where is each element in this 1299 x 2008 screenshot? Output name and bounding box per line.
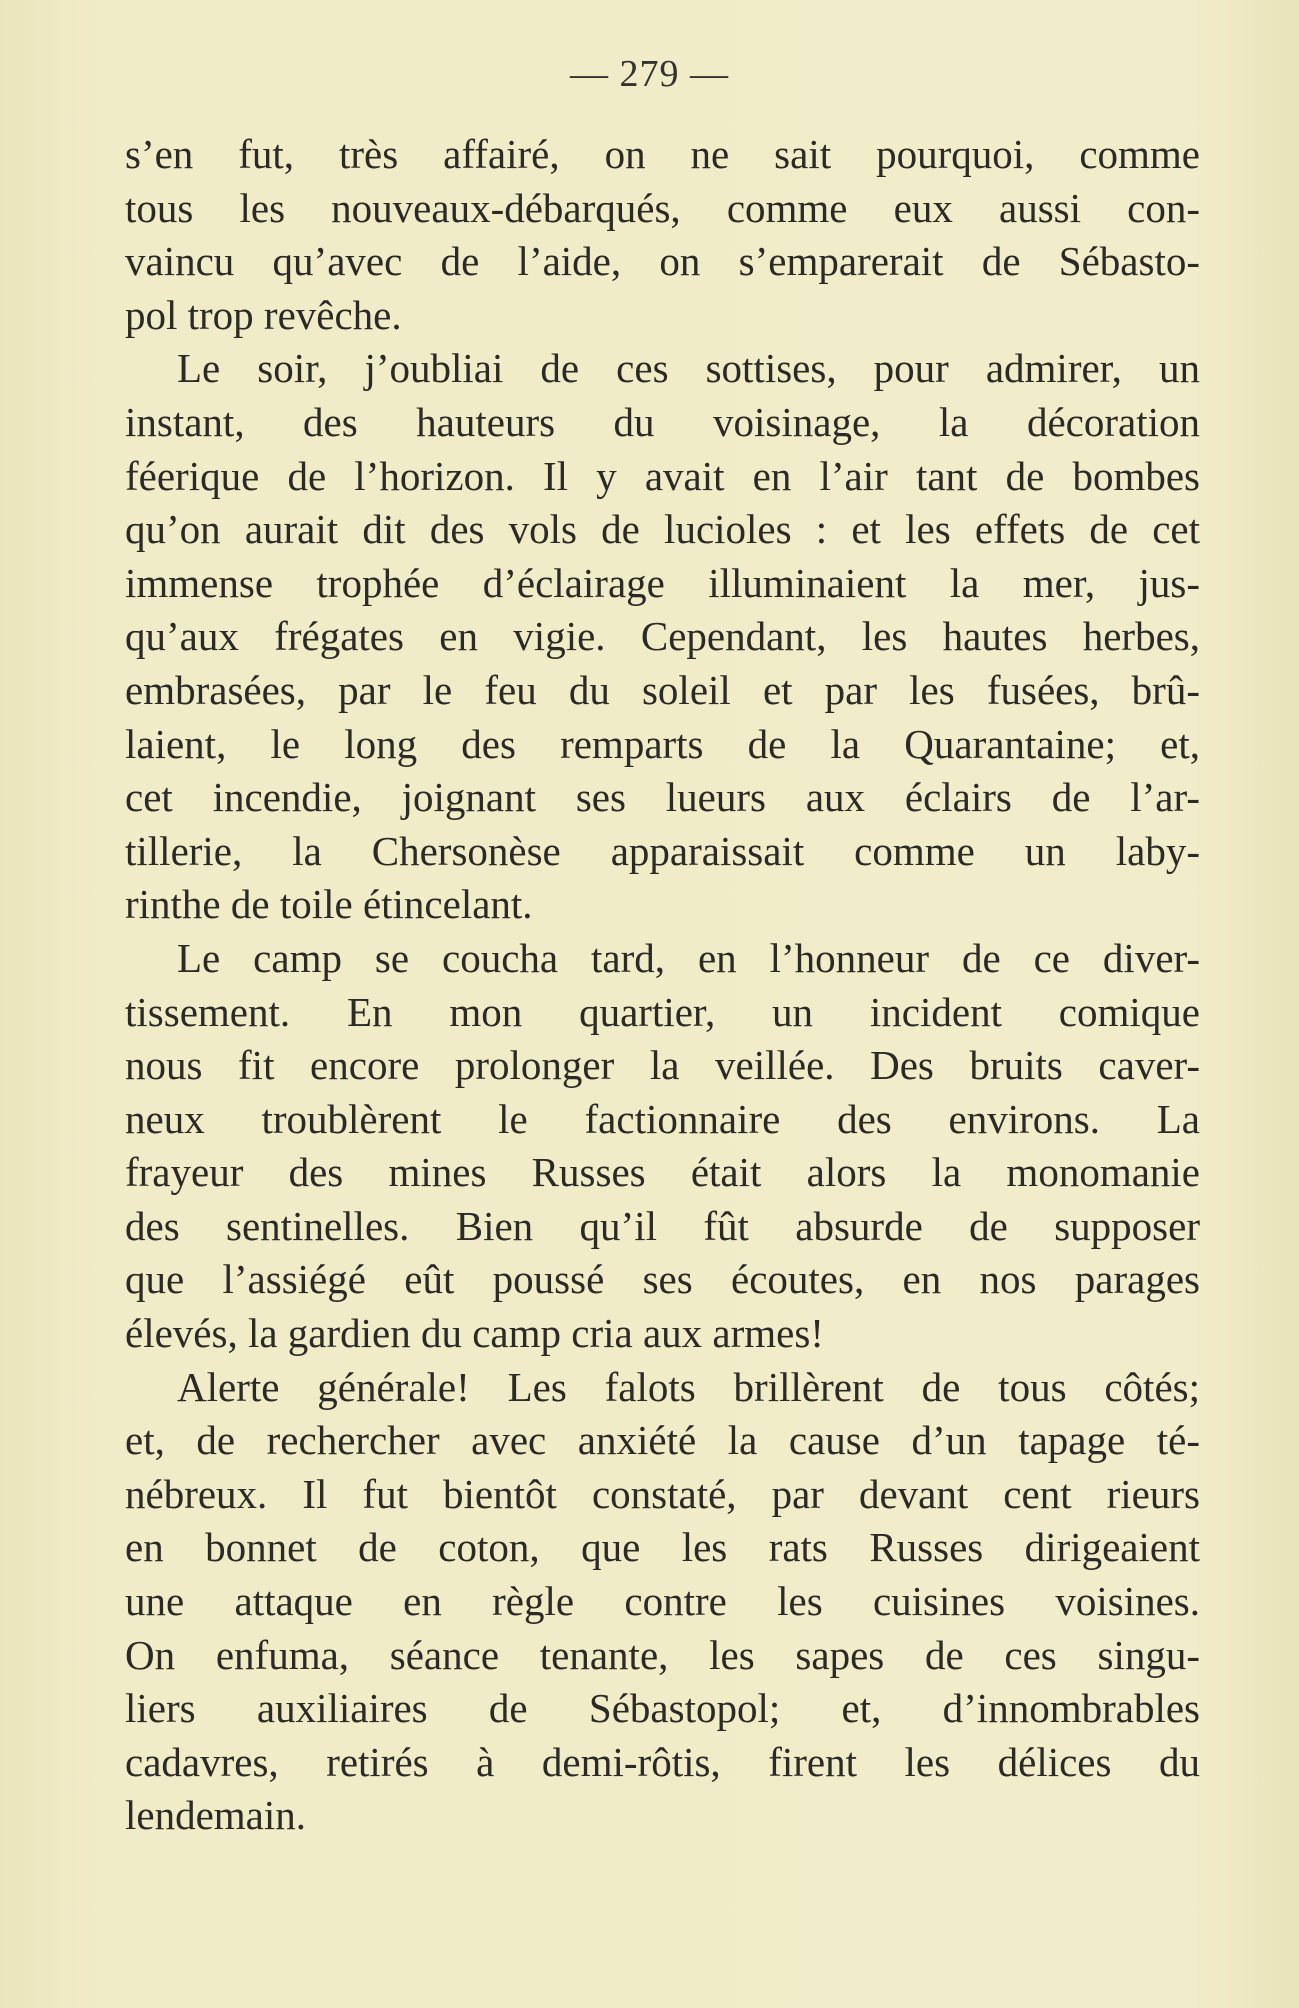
text-line: des sentinelles. Bien qu’il fût absurde de supposer	[125, 1202, 1200, 1249]
text-line: rinthe de toile étincelant.	[125, 881, 533, 928]
text-line: Alerte générale! Les falots brillèrent de tous côtés;	[177, 1363, 1200, 1410]
text-line: immense trophée d’éclairage illuminaient la mer, jus-	[125, 559, 1200, 606]
text-line: neux troublèrent le factionnaire des environs. La	[125, 1095, 1200, 1142]
text-line: élevés, la gardien du camp cria aux armes!	[125, 1310, 824, 1357]
text-line: tous les nouveaux-débarqués, comme eux aussi con-	[125, 184, 1200, 231]
text-line: cadavres, retirés à demi-rôtis, firent les délices du	[125, 1738, 1200, 1785]
text-line: frayeur des mines Russes était alors la monomanie	[125, 1149, 1200, 1196]
text-line: nous fit encore prolonger la veillée. Des bruits caver-	[125, 1042, 1200, 1089]
text-line: nébreux. Il fut bientôt constaté, par devant cent rieurs	[125, 1470, 1200, 1517]
text-line: tissement. En mon quartier, un incident comique	[125, 988, 1200, 1035]
text-line: embrasées, par le feu du soleil et par les fusées, brû-	[125, 666, 1200, 713]
text-line: instant, des hauteurs du voisinage, la décoration	[125, 398, 1200, 445]
text-line: laient, le long des remparts de la Quarantaine; et,	[125, 720, 1200, 767]
text-line: en bonnet de coton, que les rats Russes dirigeaient	[125, 1524, 1200, 1571]
text-line: féerique de l’horizon. Il y avait en l’air tant de bombes	[125, 452, 1200, 499]
body-text	[125, 128, 1200, 1843]
text-line: s’en fut, très affairé, on ne sait pourquoi, comme	[125, 131, 1200, 177]
text-line: Le camp se coucha tard, en l’honneur de ce diver-	[177, 934, 1200, 981]
text-line: pol trop revêche.	[125, 291, 402, 338]
text-line: tillerie, la Chersonèse apparaissait comme un laby-	[125, 827, 1200, 874]
page-number: — 279 —	[570, 53, 729, 95]
text-line: cet incendie, joignant ses lueurs aux éclairs de l’ar-	[125, 774, 1200, 821]
text-line: liers auxiliaires de Sébastopol; et, d’innombrables	[125, 1685, 1200, 1732]
text-line: vaincu qu’avec de l’aide, on s’emparerait de Sébasto-	[125, 238, 1200, 285]
text-line: et, de rechercher avec anxiété la cause d’un tapage té-	[125, 1417, 1200, 1464]
text-line: On enfuma, séance tenante, les sapes de ces singu-	[125, 1631, 1200, 1678]
text-line: qu’aux frégates en vigie. Cependant, les hautes herbes,	[125, 613, 1200, 660]
text-line: lendemain.	[125, 1792, 307, 1839]
text-line: Le soir, j’oubliai de ces sottises, pour admirer, un	[177, 345, 1200, 392]
text-line: une attaque en règle contre les cuisines voisines.	[125, 1578, 1200, 1625]
text-line: qu’on aurait dit des vols de lucioles : et les effets de cet	[125, 506, 1200, 553]
text-line: que l’assiégé eût poussé ses écoutes, en nos parages	[125, 1256, 1200, 1303]
